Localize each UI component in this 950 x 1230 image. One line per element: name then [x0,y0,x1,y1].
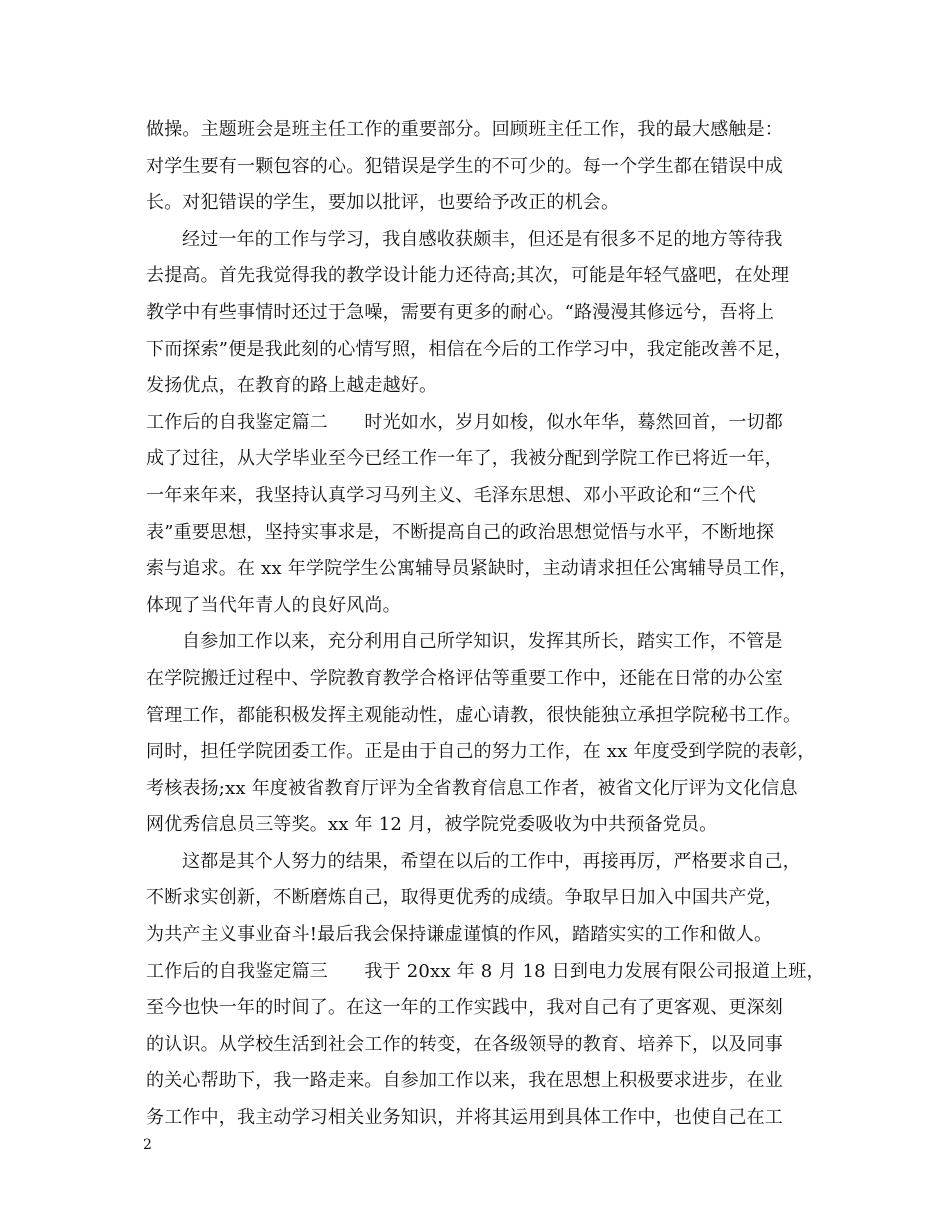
text-line: 索与追求。在 xx 年学院学生公寓辅导员紧缺时，主动请求担任公寓辅导员工作， [146,558,798,580]
text-line: 表”重要思想，坚持实事求是，不断提高自己的政治思想觉悟与水平，不断地探 [146,521,775,543]
text-line: 不断求实创新，不断磨炼自己，取得更优秀的成绩。争取早日加入中国共产党， [146,887,783,909]
body-text [146,112,826,1137]
text-line: 工作后的自我鉴定篇二 时光如水，岁月如梭，似水年华，蓦然回首，一切都 [146,411,783,433]
text-line: 管理工作，都能积极发挥主观能动性，虚心请教，很快能独立承担学院秘书工作。 [146,704,802,726]
text-line: 自参加工作以来，充分利用自己所学知识，发挥其所长，踏实工作，不管是 [182,631,783,653]
text-line: 同时，担任学院团委工作。正是由于自己的努力工作，在 xx 年度受到学院的表彰， [146,741,816,763]
text-line: 一年来年来，我坚持认真学习马列主义、毛泽东思想、邓小平政论和“三个代 [146,484,756,506]
text-line: 网优秀信息员三等奖。xx 年 12 月，被学院党委吸收为中共预备党员。 [146,814,718,836]
text-line: 至今也快一年的时间了。在这一年的工作实践中，我对自己有了更客观、更深刻 [146,997,783,1019]
text-line: 的认识。从学校生活到社会工作的转变，在各级领导的教育、培养下，以及同事 [146,1033,783,1055]
text-line: 教学中有些事情时还过于急噪，需要有更多的耐心。“路漫漫其修远兮，吾将上 [146,301,775,323]
text-line: 做操。主题班会是班主任工作的重要部分。回顾班主任工作，我的最大感触是： [146,119,783,140]
text-line: 这都是其个人努力的结果，希望在以后的工作中，再接再厉，严格要求自己， [182,850,801,872]
text-line: 长。对犯错误的学生，要加以批评，也要给予改正的机会。 [146,192,620,214]
text-line: 发扬优点，在教育的路上越走越好。 [146,375,438,397]
text-line: 经过一年的工作与学习，我自感收获颇丰，但还是有很多不足的地方等待我 [182,228,783,250]
text-line: 在学院搬迁过程中、学院教育教学合格评估等重要工作中，还能在日常的办公室 [146,667,783,689]
text-line: 的关心帮助下，我一路走来。自参加工作以来，我在思想上积极要求进步，在业 [146,1070,783,1092]
text-line: 去提高。首先我觉得我的教学设计能力还待高;其次，可能是年轻气盛吧，在处理 [146,265,790,287]
page-number: 2 [143,1137,152,1153]
text-line: 工作后的自我鉴定篇三 我于 20xx 年 8 月 18 日到电力发展有限公司报道上班， [146,960,825,982]
text-line: 体现了当代年青人的良好风尚。 [146,594,401,616]
text-line: 务工作中，我主动学习相关业务知识，并将其运用到具体工作中，也使自己在工 [146,1107,783,1129]
text-line: 对学生要有一颗包容的心。犯错误是学生的不可少的。每一个学生都在错误中成 [146,155,783,177]
text-line: 考核表扬;xx 年度被省教育厅评为全省教育信息工作者，被省文化厅评为文化信息 [146,777,798,799]
text-line: 下而探索”便是我此刻的心情写照，相信在今后的工作学习中，我定能改善不足， [146,338,793,360]
text-line: 为共产主义事业奋斗!最后我会保持谦虚谨慎的作风，踏踏实实的工作和做人。 [146,924,773,946]
text-line: 成了过往，从大学毕业至今已经工作一年了，我被分配到学院工作已将近一年， [146,448,783,470]
